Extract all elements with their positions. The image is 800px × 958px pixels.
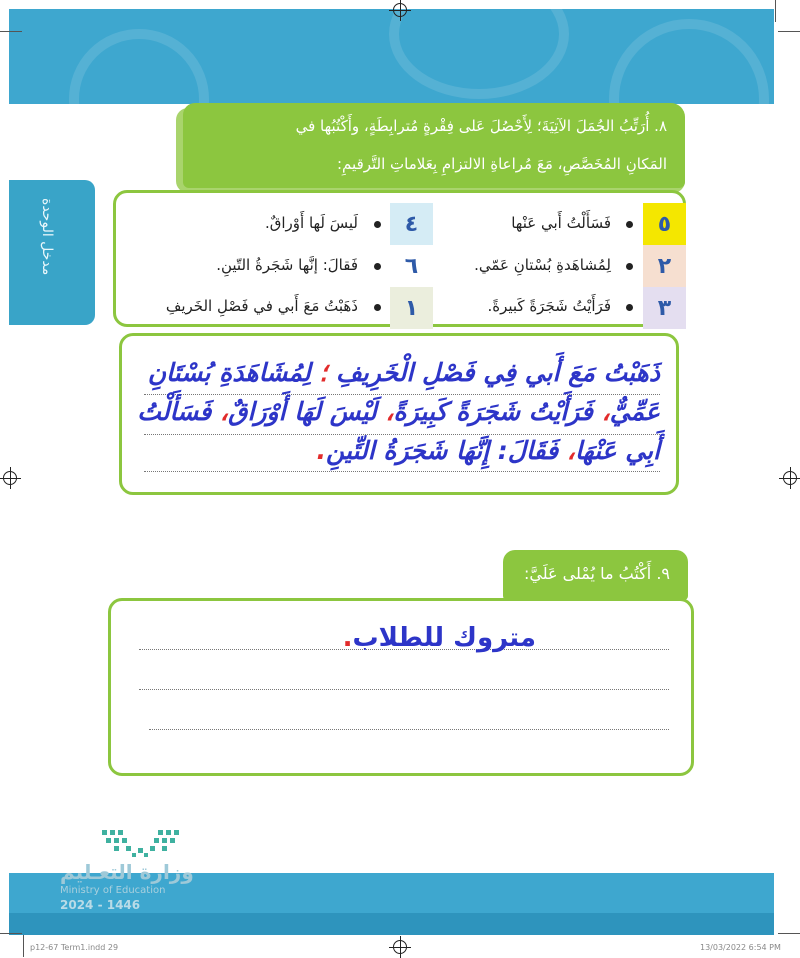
sentence-text: فَرَأَيْتُ شَجَرَةً كَبيرةً. [487,297,611,315]
side-tab[interactable] [9,180,95,325]
answer-9-box[interactable] [108,598,694,776]
writing-line [144,434,660,435]
bullet [626,221,633,228]
sentence-number: ٦ [390,245,433,287]
sentence-number: ٥ [643,203,686,245]
crop-mark [778,31,800,32]
writing-line [144,471,660,472]
question-8-line1: ٨. أُرَتِّبُ الجُمَلَ الآتِيَةَ؛ لِأَحْصُلَ عَلى فِقْرةٍ مُترابِطَةٍ، وأَكْتُبُها في [295,117,667,135]
slug-date: 13/03/2022 6:54 PM [700,943,781,952]
bullet [626,304,633,311]
answer-8-box[interactable] [119,333,679,495]
crop-mark [23,935,24,957]
header-band [9,9,774,104]
question-9-header [503,550,688,600]
footer-band-strip [9,913,774,935]
question-9-instruction: ٩. أَكْتُبُ ما يُمْلى عَلَيَّ: [524,564,670,583]
ministry-name-arabic: وزارة التعـليم [60,860,194,884]
sentence-text: لَيسَ لَها أَوْراقٌ. [264,214,358,232]
question-8-line2: المَكانِ المُخَصَّصِ، مَعَ مُراعاةِ الالتزامِ بِعَلاماتِ التَّرقيمِ: [337,155,667,173]
sentences-box [113,190,686,327]
registration-mark-icon [3,471,17,485]
sentence-number: ٢ [643,245,686,287]
sentence-text: ذَهَبْتُ مَعَ أَبي في فَصْلِ الخَريفِ [165,297,358,315]
sentence-text: لِمُشاهَدةِ بُسْتانِ عَمّي. [474,256,611,274]
crop-mark [778,933,800,934]
question-8-header [183,103,685,188]
bullet [626,263,633,270]
crop-mark [0,933,22,934]
edition-year: 2024 - 1446 [60,898,141,912]
sentence-number: ٣ [643,287,686,329]
registration-mark-icon [393,940,407,954]
side-tab-label: مدخل الوحدة [39,198,55,276]
sentence-number: ٤ [390,203,433,245]
answer-9-text: متروك للطلاب. [342,623,536,653]
ministry-name-english: Ministry of Education [60,885,166,896]
slug-file: p12-67 Term1.indd 29 [30,943,119,952]
bullet [374,304,381,311]
sentence-text: فَسَأَلْتُ أَبي عَنْها [511,214,611,232]
writing-line [144,394,660,395]
bullet [374,263,381,270]
answer-8-line2: عَمِّيٌّ، فَرَأَيْتُ شَجَرَةً كَبِيرَةً، لَيْسَ لَهَا أَوْرَاقٌ، فَسَأَلْتُ [137,397,660,426]
answer-8-line3: أَبِي عَنْهَا، فَقَالَ: إِنَّهَا شَجَرَةُ التِّينِ. [316,436,660,465]
bullet [374,221,381,228]
ministry-logo-icon [98,824,190,860]
registration-mark-icon [393,3,407,17]
answer-8-line1: ذَهَبْتُ مَعَ أَبي فِي فَصْلِ الْخَرِيفِ ؛ لِمُشَاهَدَةِ بُسْتَانِ [147,358,660,387]
sentence-number: ١ [390,287,433,329]
registration-mark-icon [783,471,797,485]
writing-line [139,689,669,690]
sentence-text: فَقالَ: إنَّها شَجَرةُ التّينِ. [216,256,358,274]
crop-mark [0,31,22,32]
writing-line [149,729,669,730]
crop-mark [775,0,776,22]
